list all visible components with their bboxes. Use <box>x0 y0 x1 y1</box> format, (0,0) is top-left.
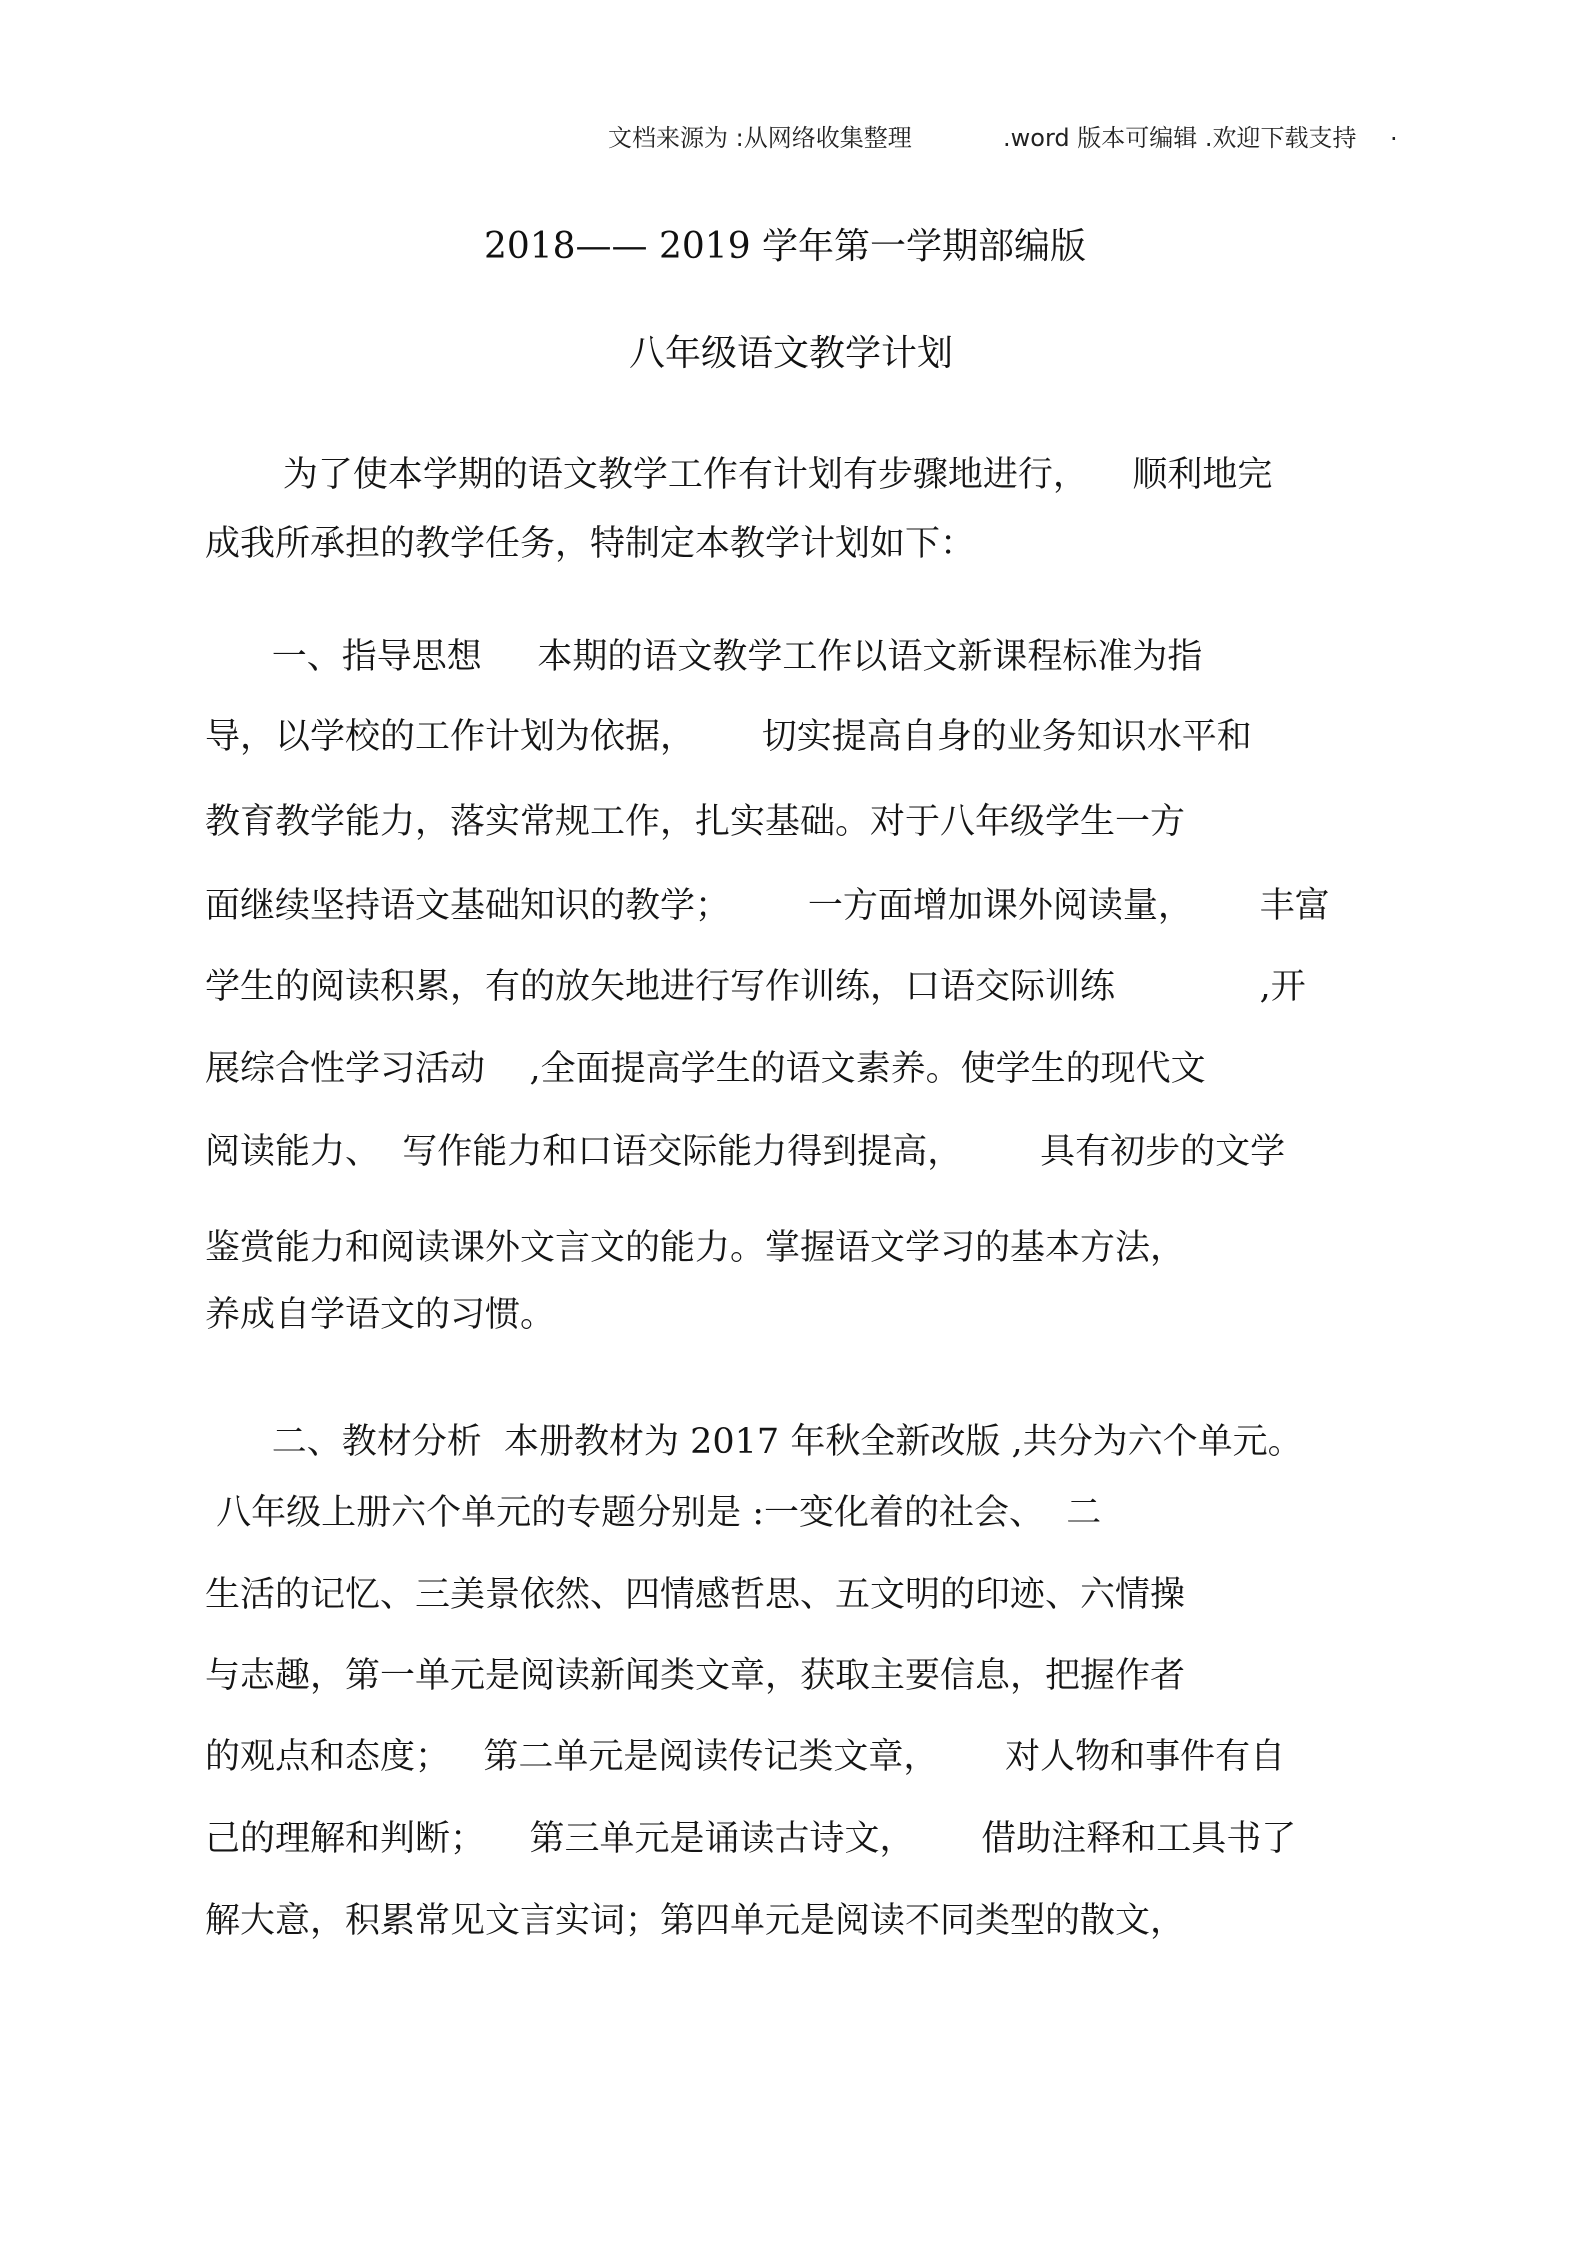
body-line: 八年级上册六个单元的专题分别是 :一变化着的社会、 二 <box>205 1493 1102 1533</box>
body-line: 解大意，积累常见文言实词；第四单元是阅读不同类型的散文， <box>205 1901 1186 1941</box>
body-line: 为了使本学期的语文教学工作有计划有步骤地进行， 顺利地完 <box>205 455 1273 495</box>
body-line: 导，以学校的工作计划为依据， 切实提高自身的业务知识水平和 <box>205 717 1252 757</box>
body-line: 展综合性学习活动 ,全面提高学生的语文素养。使学生的现代文 <box>205 1049 1206 1089</box>
header-edit-note: .word 版本可编辑 .欢迎下载支持 <box>1003 124 1357 152</box>
body-line: 成我所承担的教学任务，特制定本教学计划如下： <box>205 524 976 564</box>
body-line: 的观点和态度； 第二单元是阅读传记类文章， 对人物和事件有自 <box>205 1737 1286 1777</box>
body-line: 教育教学能力，落实常规工作，扎实基础。对于八年级学生一方 <box>205 802 1186 842</box>
body-line: 生活的记忆、三美景依然、四情感哲思、五文明的印迹、六情操 <box>205 1575 1186 1615</box>
body-line: 养成自学语文的习惯。 <box>205 1295 556 1335</box>
document-title-line-1: 2018—— 2019 学年第一学期部编版 <box>483 226 1087 267</box>
header-dot: . <box>1390 118 1398 146</box>
body-line: 二、教材分析 本册教材为 2017 年秋全新改版 ,共分为六个单元。 <box>205 1422 1303 1462</box>
body-line: 一、指导思想 本期的语文教学工作以语文新课程标准为指 <box>205 637 1203 677</box>
body-line: 与志趣，第一单元是阅读新闻类文章，获取主要信息，把握作者 <box>205 1656 1186 1696</box>
body-line: 面继续坚持语文基础知识的教学； 一方面增加课外阅读量， 丰富 <box>205 886 1330 926</box>
body-line: 学生的阅读积累，有的放矢地进行写作训练，口语交际训练 ,开 <box>205 967 1306 1007</box>
document-title-line-2: 八年级语文教学计划 <box>628 333 953 374</box>
body-line: 己的理解和判断； 第三单元是诵读古诗文， 借助注释和工具书了 <box>205 1819 1297 1859</box>
body-line: 阅读能力、 写作能力和口语交际能力得到提高， 具有初步的文学 <box>205 1132 1286 1172</box>
body-line: 鉴赏能力和阅读课外文言文的能力。掌握语文学习的基本方法， <box>205 1228 1186 1268</box>
header-source-note: 文档来源为 :从网络收集整理 <box>608 124 912 152</box>
